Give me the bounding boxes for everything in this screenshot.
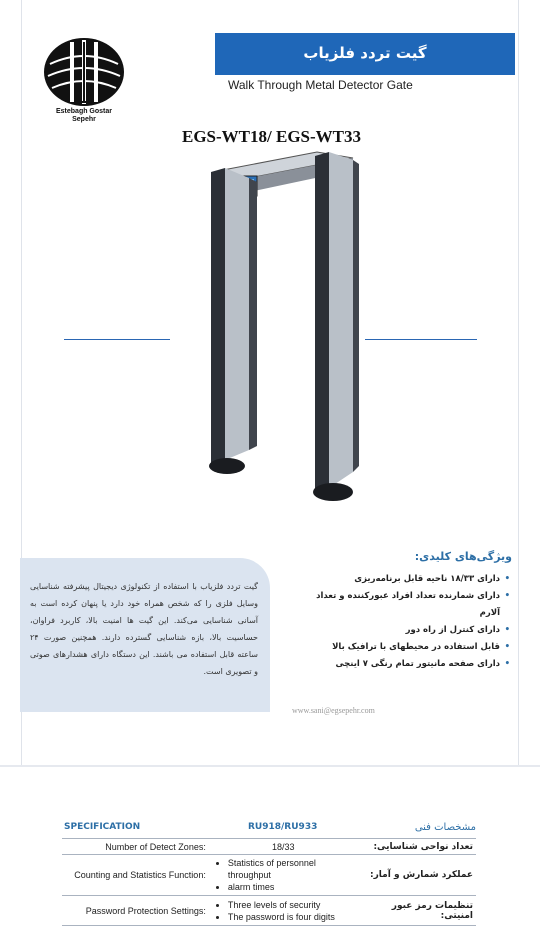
spec-header-model: RU918/RU933 [248,822,318,832]
spec-label-fa: تنظیمات رمز عبور امنیتی: [358,896,476,926]
feature-item: • قابل استفاده در محیطهای با ترافیک بالا [310,639,500,656]
spec-value-item: • Three levels of security [228,899,355,911]
spec-label-fa: تعداد نواحی شناسایی: [358,839,476,855]
product-title-en: Walk Through Metal Detector Gate [228,78,413,92]
spec-value [209,896,358,926]
spec-header-fa: مشخصات فنی [414,822,476,833]
feature-item: • دارای ۱۸/۳۳ ناحیه قابل برنامه‌ریزی [310,571,500,588]
spec-header-en: SPECIFICATION [64,822,141,832]
table-row [62,855,476,896]
spec-value-item: • The password is four digits [228,911,355,923]
spec-value-item: • Statistics of personnel throughput [228,857,355,881]
table-row [62,896,476,926]
divider-right [365,339,477,340]
feature-item: • دارای شمارنده تعداد افراد عبورکننده و تعداد آلارم [310,588,500,622]
feature-item: • دارای کنترل از راه دور [310,622,500,639]
description-text: گیت تردد فلزیاب با استفاده از تکنولوژی دیجیتال پیشرفته شناسایی وسایل فلزی را که شخص همراه خود دارد یا پنهان کرده است به آسانی شناسایی می‌کند. این گیت ها امنیت بالا، کاربرد فراوان، حساسیت بالا، بازه شناسایی گسترده دارند. همچنین صورت ۲۴ ساعته قابل استفاده می باشند. این دستگاه دارای هشدارهای صوتی و تصویری است. [30,582,258,676]
metal-detector-gate-image [205,148,365,510]
divider-left [64,339,170,340]
spec-label-en: Counting and Statistics Function: [62,855,209,896]
specification-table [62,838,476,926]
spec-label-en: Password Protection Settings: [62,896,209,926]
feature-item: • دارای صفحه مانیتور تمام رنگی ۷ اینچی [310,656,500,673]
spec-label-fa: عملکرد شمارش و آمار: [358,855,476,896]
table-row [62,839,476,855]
section-separator [0,765,540,767]
spec-value: 18/33 [209,839,358,855]
features-list [310,571,510,673]
product-title-fa: گیت تردد فلزیاب [215,33,515,75]
features-title: ویژگی‌های کلیدی: [414,550,512,563]
spec-value-item: • alarm times [228,881,355,893]
spec-value [209,855,358,896]
logo-text: Estebagh Gostar Sepehr [55,108,112,123]
page-guide-right [518,0,519,765]
model-number: EGS-WT18/ EGS-WT33 [182,127,362,146]
website-link[interactable]: www.sani@egsepehr.com [292,706,375,715]
spec-label-en: Number of Detect Zones: [62,839,209,855]
